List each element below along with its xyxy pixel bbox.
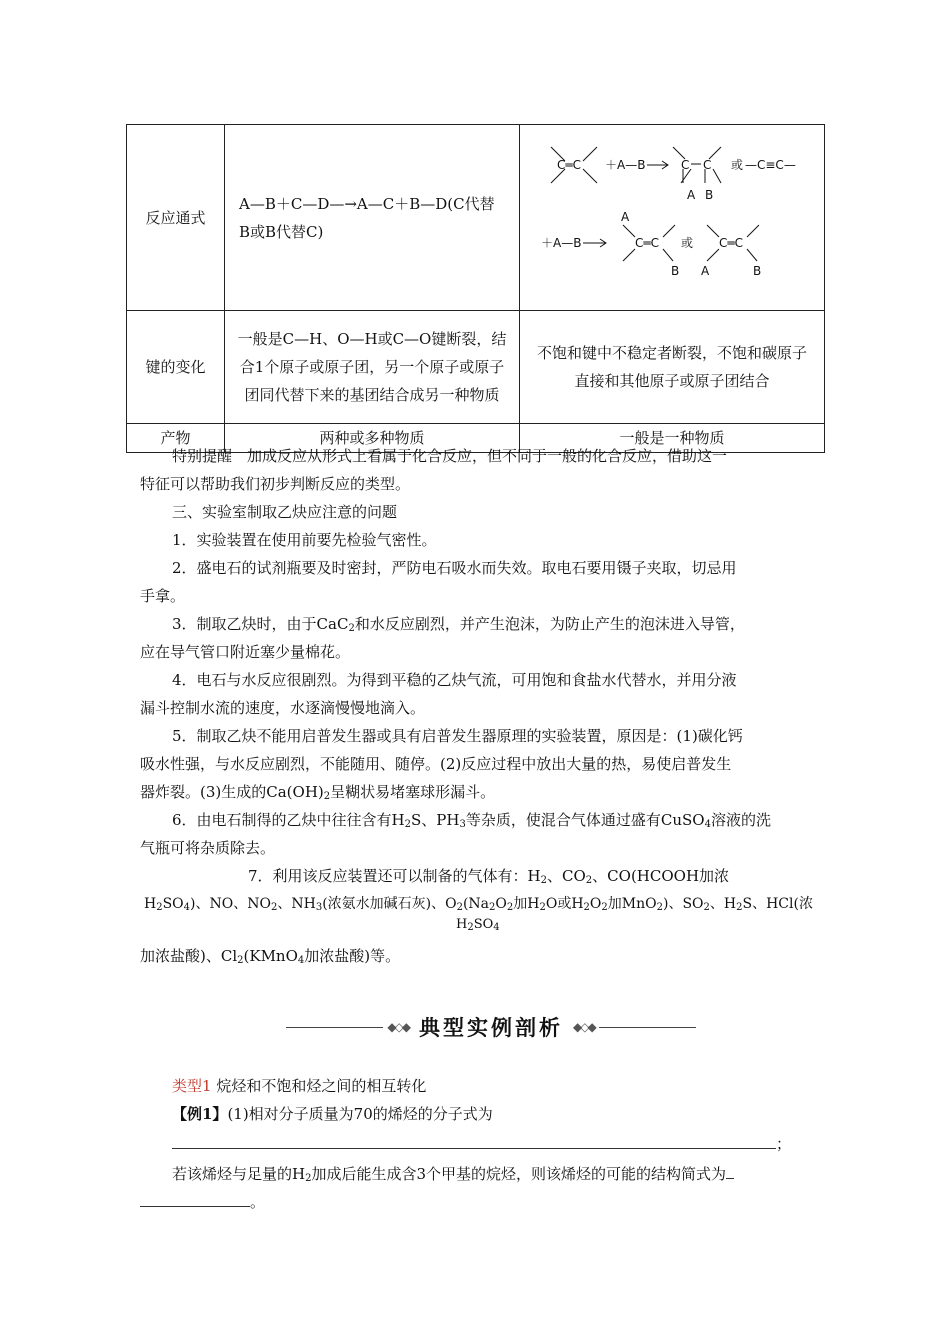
alkene-label-2: C═C — [634, 236, 659, 250]
item-5-line-2: 吸水性强，与水反应剧烈，不能随用、随停。(2)反应过程中放出大量的热，易使启普发生 — [140, 755, 732, 773]
atom-b-label-1: B — [704, 188, 713, 202]
addition-reaction-structures — [521, 125, 824, 301]
item-2-line-2: 手拿。 — [140, 587, 186, 605]
item-4-line-2: 漏斗控制水流的速度，水逐滴慢慢地滴入。 — [140, 699, 426, 717]
title-rule-right — [599, 1027, 696, 1028]
item-5-line-3: 器炸裂。(3)生成的$Ca(OH)_2$呈糊状易堵塞球形漏斗。 — [140, 783, 496, 802]
or-label-1: 或 — [730, 158, 743, 172]
reaction-comparison-table — [126, 124, 825, 453]
type-label: 类型1 — [172, 1077, 212, 1095]
item-7-line-3: 加浓盐酸)、$Cl_2(KMnO_4$加浓盐酸)等。 — [140, 947, 401, 966]
item-3-line-2: 应在导气管口附近塞少量棉花。 — [140, 643, 351, 661]
addition-formula-diagram — [520, 125, 825, 311]
item-4-line-1: 4．电石与水反应很剧烈。为得到平稳的乙炔气流，可用饱和食盐水代替水，并用分液 — [172, 671, 737, 689]
answer-blank-2[interactable] — [140, 1190, 250, 1207]
atom-a-label-3: A — [700, 264, 709, 278]
item-6-line-1: 6．由电石制得的乙炔中往往含有$H_2S$、$PH_3$等杂质，使混合气体通过盛有CuSO$_4$溶液的洗 — [172, 811, 771, 830]
substitution-formula: A—B＋C—D—→A—C＋B—D(C代替B或B代替C) — [225, 125, 520, 311]
item-7-line-2: $H_2SO_4$)、NO、$NO_2$、$NH_3$(浓氨水加碱石灰)、$O_2(Na_2O_2$加$H_2O$或$H_2O_2$加MnO$_2$)、$SO_2$、$H_2S$、HCl(浓 — [144, 896, 813, 913]
example-1-question-1: 【例1】(1)相对分子质量为70的烯烃的分子式为 — [172, 1105, 493, 1123]
answer-blank-2-start[interactable] — [726, 1162, 734, 1179]
atom-b-label-2: B — [670, 264, 679, 278]
carbon-label-2: C — [702, 158, 711, 172]
atom-b-label-3: B — [752, 264, 761, 278]
atom-a-label-2: A — [620, 210, 629, 224]
row-header-general-formula: 反应通式 — [127, 125, 225, 311]
tip-line-2: 特征可以帮助我们初步判断反应的类型。 — [140, 475, 411, 493]
or-label-2: 或 — [680, 236, 693, 250]
atom-a-label-1: A — [686, 188, 695, 202]
item-2-line-1: 2．盛电石的试剂瓶要及时密封，严防电石吸水而失效。取电石要用镊子夹取，切忌用 — [172, 559, 737, 577]
addition-product: 一般是一种物质 — [520, 424, 825, 453]
table-row — [127, 311, 825, 424]
item-7-reagent-note: $H_2SO_4$ — [456, 917, 500, 933]
item-5-line-1: 5．制取乙炔不能用启普发生器或具有启普发生器原理的实验装置，原因是：(1)碳化钙 — [172, 727, 743, 745]
substitution-bond-change: 一般是C—H、O—H或C—O键断裂，结合1个原子或原子团，另一个原子或原子团同代替下来的基团结合成另一种物质 — [225, 311, 520, 424]
example-label: 【例1】 — [172, 1105, 228, 1123]
carbon-label-1: C — [680, 158, 689, 172]
section-heading-3: 三、实验室制取乙炔应注意的问题 — [172, 503, 398, 521]
item-1: 1．实验装置在使用前要先检验气密性。 — [172, 531, 437, 549]
example-1-question-2: 若该烯烃与足量的$H_2$加成后能生成含3个甲基的烷烃，则该烯烃的可能的结构简式为 — [172, 1160, 812, 1193]
type-1-heading — [172, 1072, 812, 1100]
alkene-label: C═C — [556, 158, 581, 172]
section-title: 典型实例剖析 — [419, 1016, 563, 1040]
ornament-right-icon: ◆◇◆ — [573, 1020, 595, 1034]
row-header-bond-change: 键的变化 — [127, 311, 225, 424]
row-header-product: 产物 — [127, 424, 225, 453]
plus-ab-label-2: ＋A—B — [540, 236, 581, 250]
title-rule-left — [286, 1027, 383, 1028]
plus-ab-label-1: ＋A—B — [604, 158, 645, 172]
ornament-left-icon: ◆◇◆ — [387, 1020, 409, 1034]
answer-blank-1[interactable] — [172, 1132, 776, 1149]
alkyne-label: —C≡C— — [744, 158, 796, 172]
addition-bond-change: 不饱和键中不稳定者断裂，不饱和碳原子直接和其他原子或原子团结合 — [520, 311, 825, 424]
item-7-line-1: 7．利用该反应装置还可以制备的气体有：$H_2$、$CO_2$、CO(HCOOH加浓 — [248, 867, 730, 886]
type-title: 烷烃和不饱和烃之间的相互转化 — [216, 1077, 427, 1095]
section-title-banner — [286, 1012, 696, 1042]
item-3-line-1: 3．制取乙炔时，由于CaC$_2$和水反应剧烈，并产生泡沫，为防止产生的泡沫进入导管， — [172, 615, 745, 634]
item-6-line-2: 气瓶可将杂质除去。 — [140, 839, 276, 857]
table-row — [127, 125, 825, 311]
example-1-answer-line-1: ； — [172, 1130, 844, 1158]
substitution-product: 两种或多种物质 — [225, 424, 520, 453]
alkene-label-3: C═C — [718, 236, 743, 250]
tip-line-1: 特别提醒 加成反应从形式上看属于化合反应，但不同于一般的化合反应，借助这一 — [172, 447, 728, 465]
example-1-answer-line-2: 。 — [140, 1188, 812, 1216]
